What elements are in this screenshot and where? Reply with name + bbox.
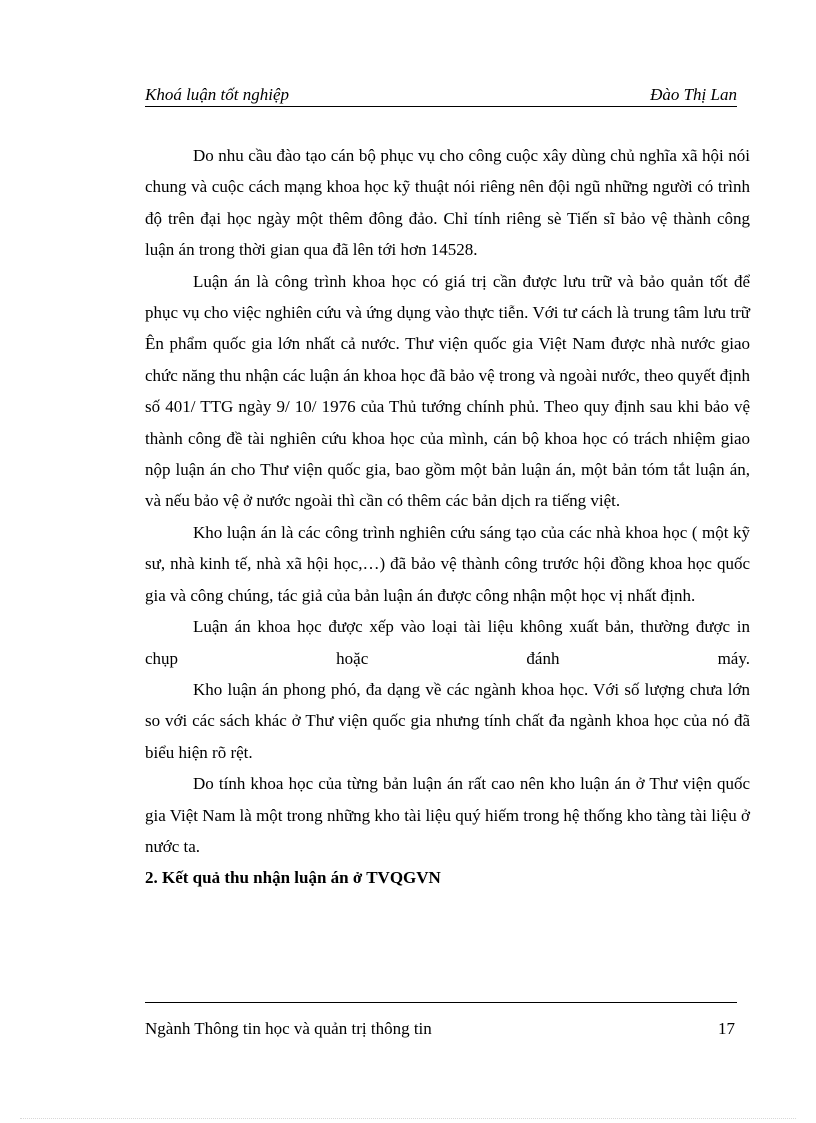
header-title: Khoá luận tốt nghiệp <box>145 85 290 104</box>
paragraph-4: Luận án khoa học được xếp vào loại tài liệu không xuất bản, thường được in chụp hoặc đánh máy. <box>145 617 750 668</box>
header-author: Đào Thị Lan <box>650 85 737 104</box>
page-number: 17 <box>718 1019 735 1038</box>
page-edge-divider <box>20 1118 796 1119</box>
paragraph-1: Do nhu cầu đào tạo cán bộ phục vụ cho công cuộc xây dùng chủ nghĩa xã hội nói chung và cuộc cách mạng khoa học kỹ thuật nói riêng nên đội ngũ những người có trình độ trên đại học ngày một thêm đông đảo. Chỉ tính riêng sè Tiến sĩ bảo vệ thành công luận án trong thời gian qua đã lên tới hơn 14528. <box>145 146 750 260</box>
footer-divider <box>145 1002 737 1003</box>
paragraph-6: Do tính khoa học của từng bản luận án rất cao nên kho luận án ở Thư viện quốc gia Việt Nam là một trong những kho tài liệu quý hiếm trong hệ thống kho tàng tài liệu ở nước ta. <box>145 774 750 856</box>
paragraph-5: Kho luận án phong phó, đa dạng về các ngành khoa học. Với số lượng chưa lớn so với các sách khác ở Thư viện quốc gia nhưng tính chất đa ngành khoa học của nó đã biểu hiện rõ rệt. <box>145 679 750 762</box>
footer-department: Ngành Thông tin học và quản trị thông tin <box>145 1019 432 1038</box>
page-header <box>145 84 737 107</box>
body-text <box>145 140 750 894</box>
section-heading: 2. Kết quả thu nhận luận án ở TVQGVN <box>145 868 441 888</box>
paragraph-3: Kho luận án là các công trình nghiên cứu sáng tạo của các nhà khoa học ( một kỹ sư, nhà kinh tế, nhà xã hội học,…) đã bảo vệ thành công trước hội đồng khoa học quốc gia và công chúng, tác giả của bản luận án được công nhận một học vị nhất định. <box>145 522 750 605</box>
paragraph-2: Luận án là công trình khoa học có giá trị cần được lưu trữ và bảo quản tốt để phục vụ cho việc nghiên cứu và ứng dụng vào thực tiễn. Với tư cách là trung tâm lưu trữ Ên phẩm quốc gia lớn nhất cả nước. Thư viện quốc gia Việt Nam được nhà nước giao chức năng thu nhận các luận án khoa học đã bảo vệ trong và ngoài nước, theo quyết định số 401/ TTG ngày 9/ 10/ 1976 của Thủ tướng chính phủ. Theo quy định sau khi bảo vệ thành công đề tài nghiên cứu khoa học của mình, cán bộ khoa học có trách nhiệm giao nộp luận án cho Thư viện quốc gia, bao gồm một bản luận án, một bản tóm tắt luận án, và nếu bảo vệ ở nước ngoài thì cần có thêm các bản dịch ra tiếng việt. <box>145 271 750 511</box>
